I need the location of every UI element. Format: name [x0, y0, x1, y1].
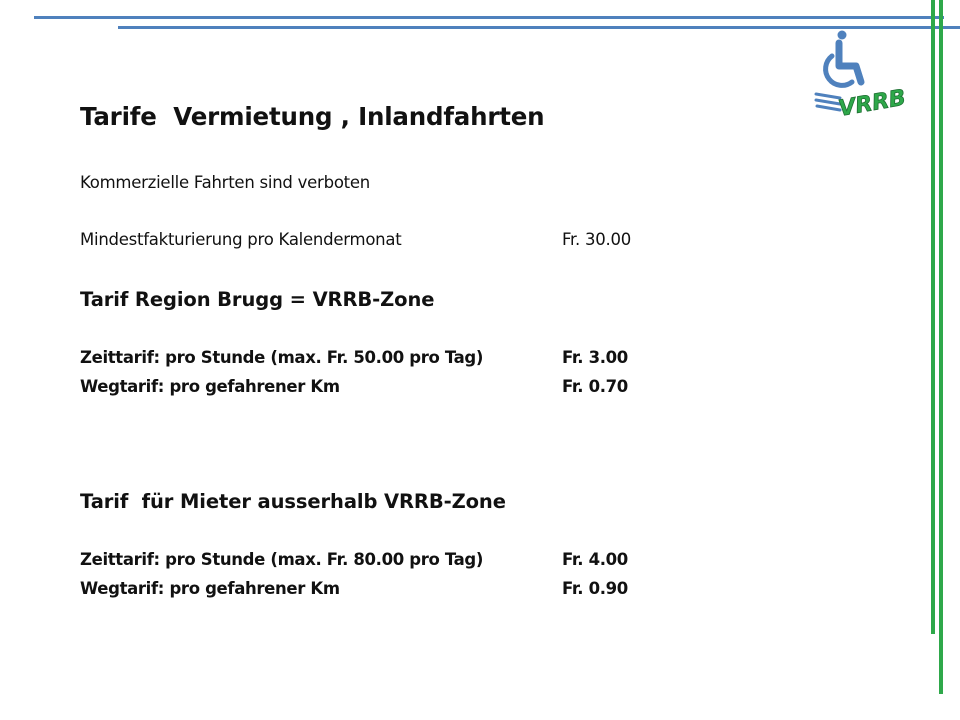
minimum-billing-price: Fr. 30.00 — [562, 230, 632, 249]
top-rule-long — [118, 26, 960, 29]
commercial-note — [80, 171, 720, 195]
distance-tariff-price: Fr. 0.90 — [562, 579, 628, 598]
time-tariff-label: Zeittarif: pro Stunde (max. Fr. 80.00 pro Tag) — [80, 550, 484, 569]
vrrb-logo — [806, 30, 926, 126]
wheelchair-icon — [826, 31, 861, 86]
time-tariff-row — [80, 346, 720, 370]
logo-text: VRRB — [836, 85, 908, 122]
distance-tariff-row — [80, 577, 720, 601]
distance-tariff-row — [80, 375, 720, 399]
minimum-billing-row — [80, 228, 720, 252]
commercial-note-text: Kommerzielle Fahrten sind verboten — [80, 173, 370, 192]
time-tariff-label: Zeittarif: pro Stunde (max. Fr. 50.00 pro Tag) — [80, 348, 484, 367]
page-title: Tarife Vermietung , Inlandfahrten — [80, 102, 545, 131]
distance-tariff-price: Fr. 0.70 — [562, 377, 628, 396]
top-rule-short — [34, 16, 944, 19]
distance-tariff-label: Wegtarif: pro gefahrener Km — [80, 377, 340, 396]
section-heading-vrrb-zone: Tarif Region Brugg = VRRB-Zone — [80, 288, 435, 311]
minimum-billing-label: Mindestfakturierung pro Kalendermonat — [80, 230, 402, 249]
right-rule-outer — [939, 0, 943, 694]
distance-tariff-label: Wegtarif: pro gefahrener Km — [80, 579, 340, 598]
right-rule-inner — [931, 0, 935, 634]
time-tariff-price: Fr. 3.00 — [562, 348, 628, 367]
time-tariff-price: Fr. 4.00 — [562, 550, 628, 569]
section-heading-outside-zone: Tarif für Mieter ausserhalb VRRB-Zone — [80, 490, 506, 513]
time-tariff-row — [80, 548, 720, 572]
